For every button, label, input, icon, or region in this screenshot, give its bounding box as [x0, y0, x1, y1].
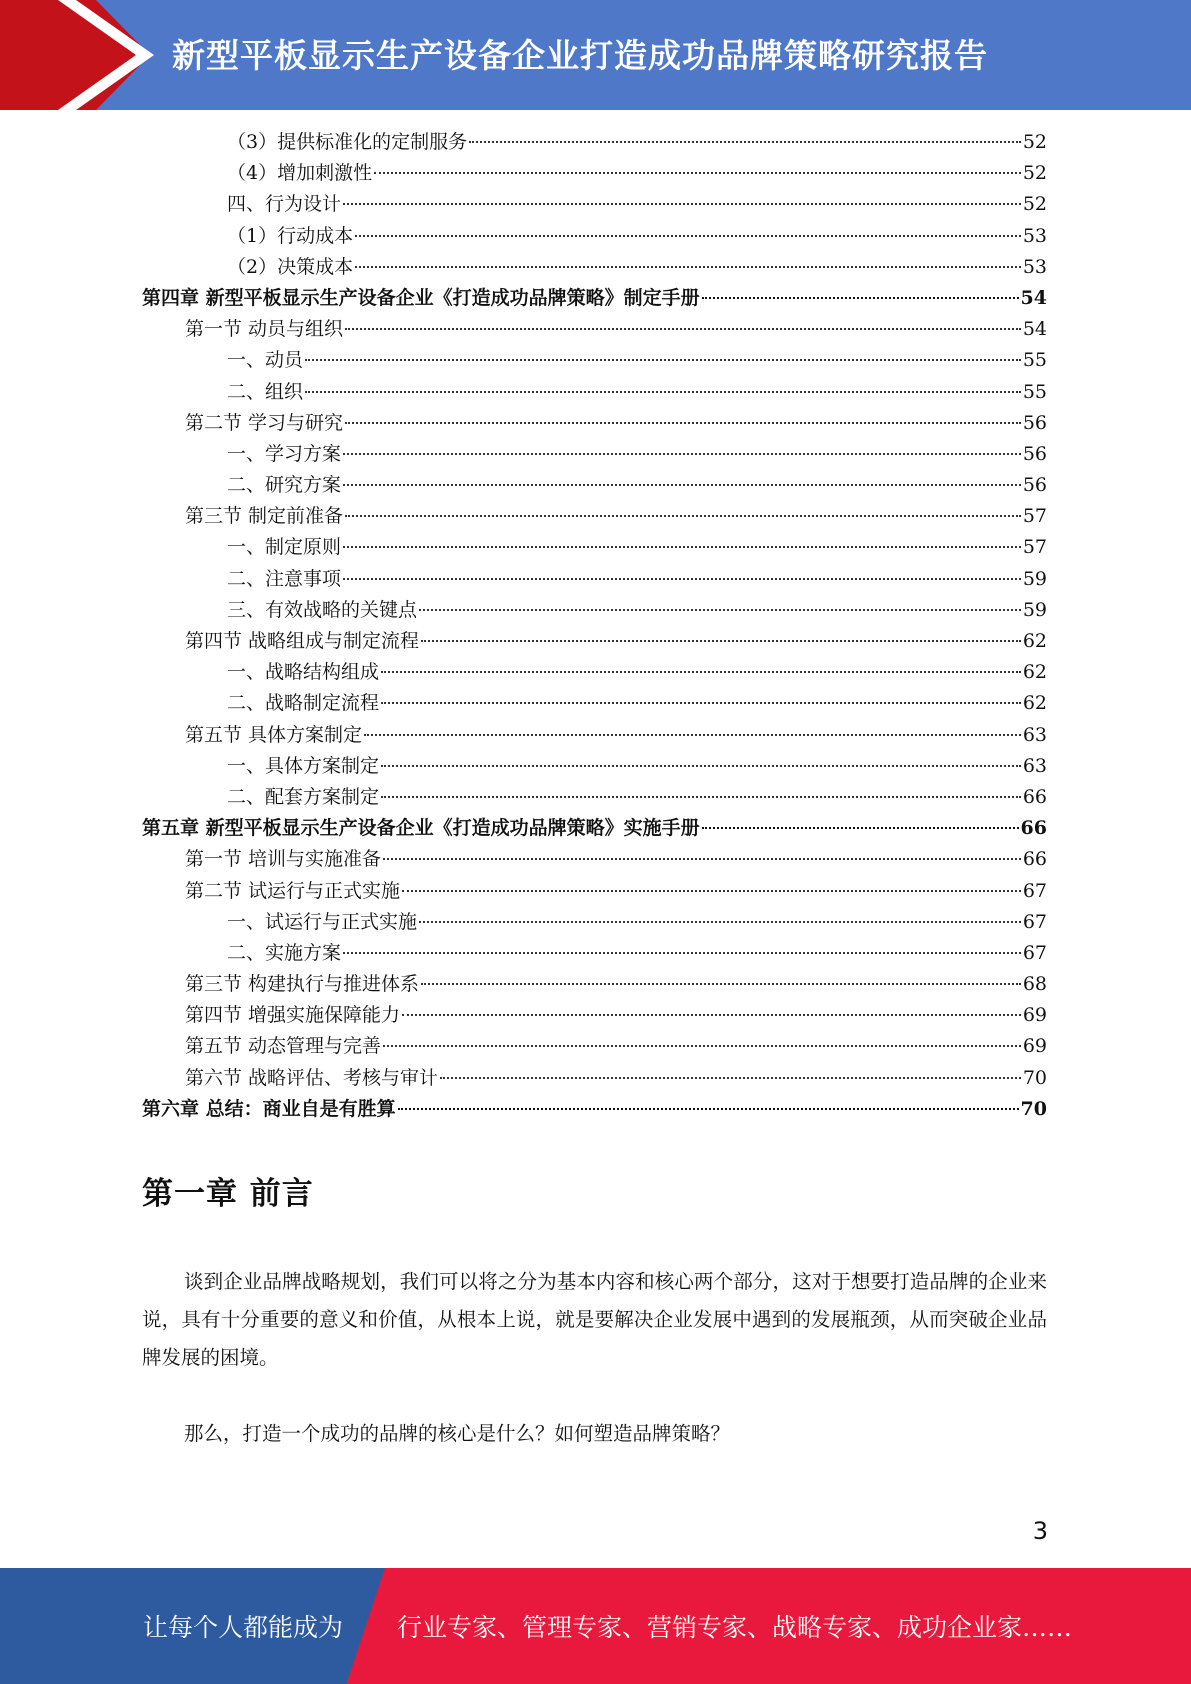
toc-leader-dots — [345, 515, 1021, 517]
toc-entry-page: 67 — [1022, 879, 1047, 902]
page-header — [0, 0, 1191, 110]
toc-entry-page: 63 — [1022, 754, 1047, 777]
toc-leader-dots — [343, 453, 1021, 455]
toc-entry-label: 第三节 构建执行与推进体系 — [185, 973, 420, 996]
toc-entry[interactable] — [142, 439, 1047, 470]
toc-entry-page: 55 — [1022, 380, 1047, 403]
toc-entry-label: 一、具体方案制定 — [227, 754, 380, 777]
toc-entry[interactable] — [142, 345, 1047, 376]
toc-entry-label: 四、行为设计 — [227, 193, 342, 216]
toc-entry-page: 67 — [1022, 910, 1047, 933]
toc-entry[interactable] — [142, 844, 1047, 875]
toc-entry[interactable] — [142, 813, 1047, 844]
toc-leader-dots — [381, 702, 1021, 704]
toc-entry[interactable] — [142, 1031, 1047, 1062]
toc-entry-page: 66 — [1020, 817, 1047, 840]
toc-leader-dots — [364, 734, 1021, 736]
toc-entry-page: 66 — [1022, 848, 1047, 871]
toc-leader-dots — [305, 359, 1021, 361]
toc-leader-dots — [702, 297, 1019, 299]
toc-leader-dots — [419, 609, 1021, 611]
toc-entry-label: 二、组织 — [227, 380, 304, 403]
toc-entry-label: 第四节 增强实施保障能力 — [185, 1004, 401, 1027]
toc-leader-dots — [355, 235, 1021, 237]
toc-leader-dots — [702, 827, 1019, 829]
toc-entry[interactable] — [142, 377, 1047, 408]
toc-entry[interactable] — [142, 501, 1047, 532]
toc-entry-label: 第六章 总结：商业自是有胜算 — [142, 1097, 396, 1120]
toc-leader-dots — [469, 141, 1021, 143]
toc-leader-dots — [381, 765, 1021, 767]
toc-entry[interactable] — [142, 189, 1047, 220]
toc-entry-label: 一、制定原则 — [227, 536, 342, 559]
toc-entry-label: 第五节 动态管理与完善 — [185, 1035, 382, 1058]
toc-leader-dots — [374, 172, 1021, 174]
header-red-arrow — [0, 0, 150, 110]
toc-leader-dots — [343, 484, 1021, 486]
footer-slogan-left: 让每个人都能成为 — [143, 1613, 344, 1642]
toc-entry-label: 第五节 具体方案制定 — [185, 723, 363, 746]
toc-entry-page: 55 — [1022, 349, 1047, 372]
toc-entry[interactable] — [142, 252, 1047, 283]
toc-leader-dots — [343, 952, 1021, 954]
toc-entry-label: 第二节 学习与研究 — [185, 411, 344, 434]
toc-entry[interactable] — [142, 127, 1047, 158]
toc-entry-page: 59 — [1022, 598, 1047, 621]
toc-entry-page: 54 — [1022, 318, 1047, 341]
toc-entry-page: 52 — [1022, 193, 1047, 216]
toc-entry-label: 一、学习方案 — [227, 442, 342, 465]
toc-entry[interactable] — [142, 782, 1047, 813]
toc-entry-label: 第一节 动员与组织 — [185, 318, 344, 341]
toc-entry-label: 二、注意事项 — [227, 567, 342, 590]
toc-entry[interactable] — [142, 564, 1047, 595]
toc-leader-dots — [305, 391, 1021, 393]
toc-entry-page: 52 — [1022, 131, 1047, 153]
toc-leader-dots — [343, 578, 1021, 580]
toc-entry-page: 70 — [1020, 1097, 1047, 1120]
toc-entry-page: 53 — [1022, 255, 1047, 278]
toc-entry[interactable] — [142, 1063, 1047, 1094]
toc-entry-label: 一、战略结构组成 — [227, 661, 380, 684]
table-of-contents — [142, 127, 1047, 1125]
toc-entry-label: 二、战略制定流程 — [227, 692, 380, 715]
toc-entry[interactable] — [142, 532, 1047, 563]
toc-leader-dots — [345, 422, 1021, 424]
toc-leader-dots — [398, 1108, 1019, 1110]
toc-entry-page: 66 — [1022, 785, 1047, 808]
toc-entry[interactable] — [142, 938, 1047, 969]
toc-entry[interactable] — [142, 221, 1047, 252]
toc-entry-page: 63 — [1022, 723, 1047, 746]
paragraph: 谈到企业品牌战略规划，我们可以将之分为基本内容和核心两个部分，这对于想要打造品牌的企业来说，具有十分重要的意义和价值，从根本上说，就是要解决企业发展中遇到的发展瓶颈，从而突破企业品牌发展的困境。 — [142, 1270, 1047, 1369]
toc-entry-label: 第六节 战略评估、考核与审计 — [185, 1066, 439, 1089]
page-footer — [0, 1568, 1191, 1684]
toc-entry[interactable] — [142, 470, 1047, 501]
toc-entry-page: 56 — [1022, 442, 1047, 465]
toc-leader-dots — [381, 671, 1021, 673]
toc-entry[interactable] — [142, 876, 1047, 907]
toc-entry[interactable] — [142, 751, 1047, 782]
toc-entry[interactable] — [142, 907, 1047, 938]
toc-entry-page: 54 — [1020, 286, 1047, 309]
header-title: 新型平板显示生产设备企业打造成功品牌策略研究报告 — [172, 36, 988, 75]
toc-entry[interactable] — [142, 688, 1047, 719]
toc-entry-label: （2）决策成本 — [227, 255, 354, 278]
toc-entry[interactable] — [142, 626, 1047, 657]
toc-entry-label: 一、试运行与正式实施 — [227, 910, 418, 933]
toc-entry-page: 57 — [1022, 536, 1047, 559]
toc-entry-page: 57 — [1022, 505, 1047, 528]
toc-leader-dots — [345, 328, 1021, 330]
toc-entry-page: 69 — [1022, 1004, 1047, 1027]
toc-entry-page: 67 — [1022, 941, 1047, 964]
toc-entry-label: 第三节 制定前准备 — [185, 505, 344, 528]
toc-entry[interactable] — [142, 283, 1047, 314]
toc-entry-label: 第一节 培训与实施准备 — [185, 848, 382, 871]
toc-entry[interactable] — [142, 1094, 1047, 1125]
toc-leader-dots — [421, 640, 1021, 642]
toc-leader-dots — [381, 796, 1021, 798]
toc-entry[interactable] — [142, 720, 1047, 751]
toc-entry-page: 70 — [1022, 1066, 1047, 1089]
page-number: 3 — [1032, 1517, 1048, 1545]
toc-leader-dots — [440, 1077, 1021, 1079]
toc-entry[interactable] — [142, 158, 1047, 189]
toc-leader-dots — [421, 983, 1021, 985]
toc-leader-dots — [383, 1045, 1021, 1047]
toc-leader-dots — [343, 546, 1021, 548]
toc-entry-label: 二、实施方案 — [227, 941, 342, 964]
toc-entry-label: 一、动员 — [227, 349, 304, 372]
toc-entry-label: （3）提供标准化的定制服务 — [227, 131, 468, 153]
toc-leader-dots — [402, 1014, 1021, 1016]
toc-entry-label: 第五章 新型平板显示生产设备企业《打造成功品牌策略》实施手册 — [142, 817, 700, 840]
toc-entry-page: 59 — [1022, 567, 1047, 590]
toc-entry[interactable] — [142, 1000, 1047, 1031]
toc-leader-dots — [419, 921, 1021, 923]
toc-entry-page: 62 — [1022, 692, 1047, 715]
toc-entry[interactable] — [142, 314, 1047, 345]
toc-entry-label: 三、有效战略的关键点 — [227, 598, 418, 621]
toc-entry-label: 第四节 战略组成与制定流程 — [185, 630, 420, 652]
chapter-heading: 第一章 前言 — [142, 1176, 314, 1212]
footer-slogan-right: 行业专家、管理专家、营销专家、战略专家、成功企业家…… — [397, 1613, 1073, 1642]
toc-entry-page: 69 — [1022, 1035, 1047, 1058]
toc-entry-label: 二、研究方案 — [227, 474, 342, 497]
toc-leader-dots — [355, 266, 1021, 268]
paragraph: 那么，打造一个成功的品牌的核心是什么？如何塑造品牌策略？ — [184, 1422, 731, 1445]
toc-entry-label: 第二节 试运行与正式实施 — [185, 879, 401, 902]
toc-entry-page: 62 — [1022, 630, 1047, 652]
toc-leader-dots — [402, 890, 1021, 892]
toc-entry-page: 56 — [1022, 474, 1047, 497]
toc-entry[interactable] — [142, 657, 1047, 688]
toc-entry-page: 52 — [1022, 162, 1047, 185]
toc-entry-label: 二、配套方案制定 — [227, 785, 380, 808]
toc-entry-page: 68 — [1022, 973, 1047, 996]
toc-entry-page: 53 — [1022, 224, 1047, 247]
toc-entry-page: 62 — [1022, 661, 1047, 684]
toc-leader-dots — [343, 203, 1021, 205]
toc-entry-page: 56 — [1022, 411, 1047, 434]
toc-leader-dots — [383, 858, 1021, 860]
toc-entry[interactable] — [142, 408, 1047, 439]
toc-entry[interactable] — [142, 595, 1047, 626]
toc-entry[interactable] — [142, 969, 1047, 1000]
toc-entry-label: 第四章 新型平板显示生产设备企业《打造成功品牌策略》制定手册 — [142, 286, 700, 309]
toc-entry-label: （1）行动成本 — [227, 224, 354, 247]
toc-entry-label: （4）增加刺激性 — [227, 162, 373, 185]
